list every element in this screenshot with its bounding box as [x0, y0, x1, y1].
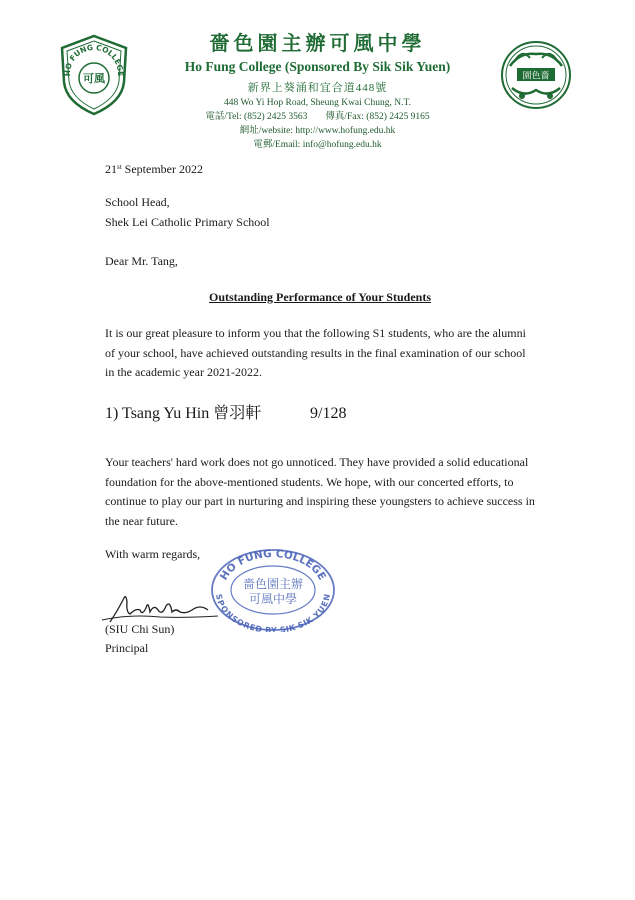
addressee [105, 193, 535, 232]
signer-title: Principal [105, 641, 149, 655]
letter-subject: Outstanding Performance of Your Students [208, 290, 431, 304]
address-en: 448 Wo Yi Hop Road, Sheung Kwai Chung, N.T. [224, 98, 411, 108]
student-entry [105, 404, 535, 424]
crest-arc-text: HO FUNG COLLEGE [62, 42, 126, 77]
stamp-bottom-text: SPONSORED BY SIK SIK YUEN [214, 593, 332, 632]
fax: 傳真/Fax: (852) 2425 9165 [325, 112, 430, 122]
contact-line [140, 110, 495, 124]
sik-sik-yuen-logo [500, 40, 572, 110]
addressee-line1: School Head, [105, 195, 170, 209]
logo-right-text: 園色嗇 [522, 71, 550, 82]
letterhead [0, 0, 635, 155]
website: 網址/website: http://www.hofung.edu.hk [239, 126, 396, 136]
stamp-top-text: HO FUNG COLLEGE [217, 548, 329, 583]
stamp-center-line2: 可風中學 [248, 592, 298, 606]
email: 電郵/Email: info@hofung.edu.hk [253, 140, 382, 150]
school-crest-logo [58, 34, 130, 116]
letterhead-text [140, 32, 495, 152]
letter-date: 21st September 2022 [105, 162, 203, 176]
crest-center-text: 可風 [83, 72, 105, 85]
student-rank: 9/128 [310, 405, 347, 422]
addressee-line2: Shek Lei Catholic Primary School [105, 214, 270, 229]
school-name-en: Ho Fung College (Sponsored By Sik Sik Yuen) [184, 59, 451, 74]
body-paragraph-2: Your teachers' hard work does not go unnoticed. They have provided a solid educational foundation for the above-mentioned students. We hope, with our concerted efforts, to continue to play our part in nurturing and inspiring these youngsters to achieve success in the near future. [105, 455, 535, 528]
stamp-center-line1: 嗇色園主辦 [242, 577, 304, 591]
school-name-cn: 嗇色園主辦可風中學 [209, 33, 426, 55]
tel: 電話/Tel: (852) 2425 3563 [205, 112, 308, 122]
address-cn: 新界上葵涌和宜合道448號 [247, 82, 388, 94]
greeting: Dear Mr. Tang, [105, 254, 178, 268]
signer-name: (SIU Chi Sun) [105, 622, 175, 636]
student-name: 1) Tsang Yu Hin 曾羽軒 [105, 405, 262, 422]
closing: With warm regards, [105, 547, 201, 561]
body-paragraph-1: It is our great pleasure to inform you that the following S1 students, who are the alumni of your school, have achieved outstanding results in the final examination of our school in the academic year 2021-2022. [105, 326, 526, 379]
